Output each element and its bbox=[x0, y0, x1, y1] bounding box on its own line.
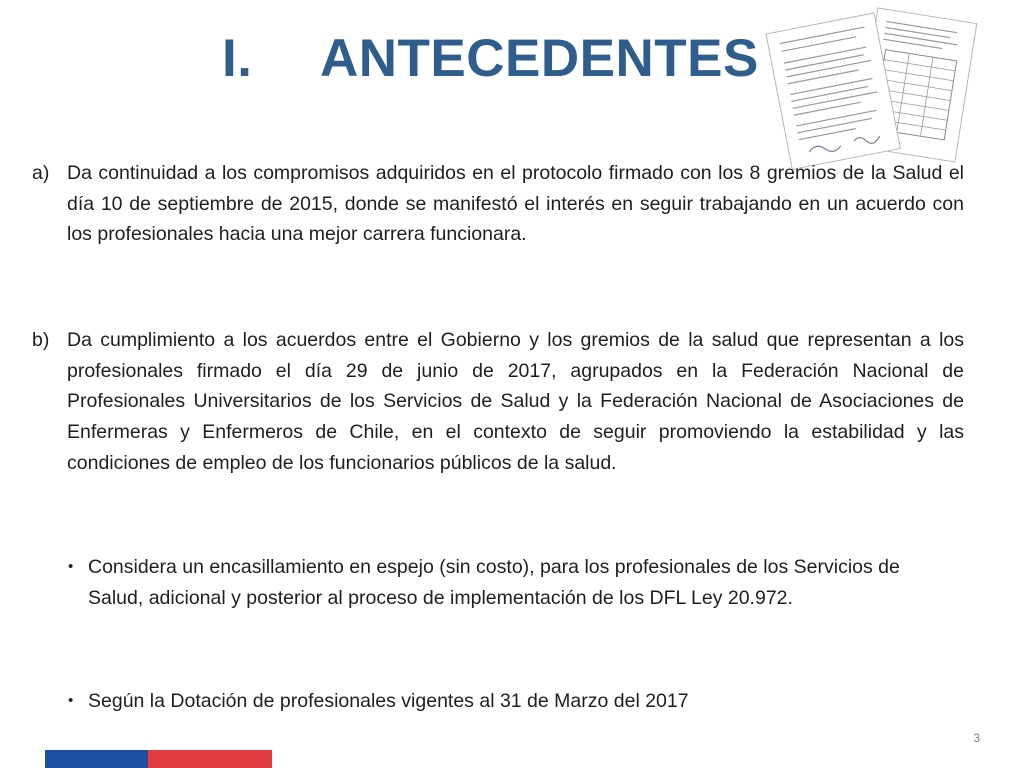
footer-bar-blue bbox=[45, 750, 148, 768]
bullet-item-2-text: Según la Dotación de profesionales vigentes al 31 de Marzo del 2017 bbox=[88, 690, 689, 712]
bullet-dot-icon: • bbox=[68, 558, 74, 575]
bullet-dot-icon: • bbox=[68, 692, 74, 709]
paragraph-a-text: Da continuidad a los compromisos adquiridos en el protocolo firmado con los 8 gremios de la Salud el día 10 de septiembre de 2015, donde se manifestó el interés en seguir trabajando en un acuerdo con los profesionales hacia una mejor carrera funcionara. bbox=[67, 162, 964, 246]
paragraph-a-marker: a) bbox=[32, 162, 50, 184]
paragraph-a bbox=[32, 158, 964, 250]
paragraph-b bbox=[32, 325, 964, 479]
bullet-item-1 bbox=[68, 552, 948, 613]
documents-image bbox=[760, 0, 1000, 175]
title-number: I. bbox=[222, 29, 253, 88]
document-pages-illustration bbox=[760, 0, 1000, 175]
slide-title bbox=[222, 28, 759, 89]
page-number: 3 bbox=[973, 731, 980, 745]
paragraph-b-text: Da cumplimiento a los acuerdos entre el Gobierno y los gremios de la salud que representan a los profesionales firmado el día 29 de junio de 2017, agrupados en la Federación Nacional de Profesionales Universitarios de los Servicios de Salud y la Federación Nacional de Asociaciones de Enfermeras y Enfermeros de Chile, en el contexto de seguir promoviendo la estabilidad y las condiciones de empleo de los funcionarios públicos de la salud. bbox=[67, 329, 964, 474]
footer-bar-red bbox=[148, 750, 272, 768]
bullet-item-2 bbox=[68, 686, 948, 717]
title-text: ANTECEDENTES bbox=[320, 29, 759, 88]
bullet-item-1-text: Considera un encasillamiento en espejo (sin costo), para los profesionales de los Servicios de Salud, adicional y posterior al proceso de implementación de los DFL Ley 20.972. bbox=[88, 556, 900, 609]
paragraph-b-marker: b) bbox=[32, 329, 50, 351]
